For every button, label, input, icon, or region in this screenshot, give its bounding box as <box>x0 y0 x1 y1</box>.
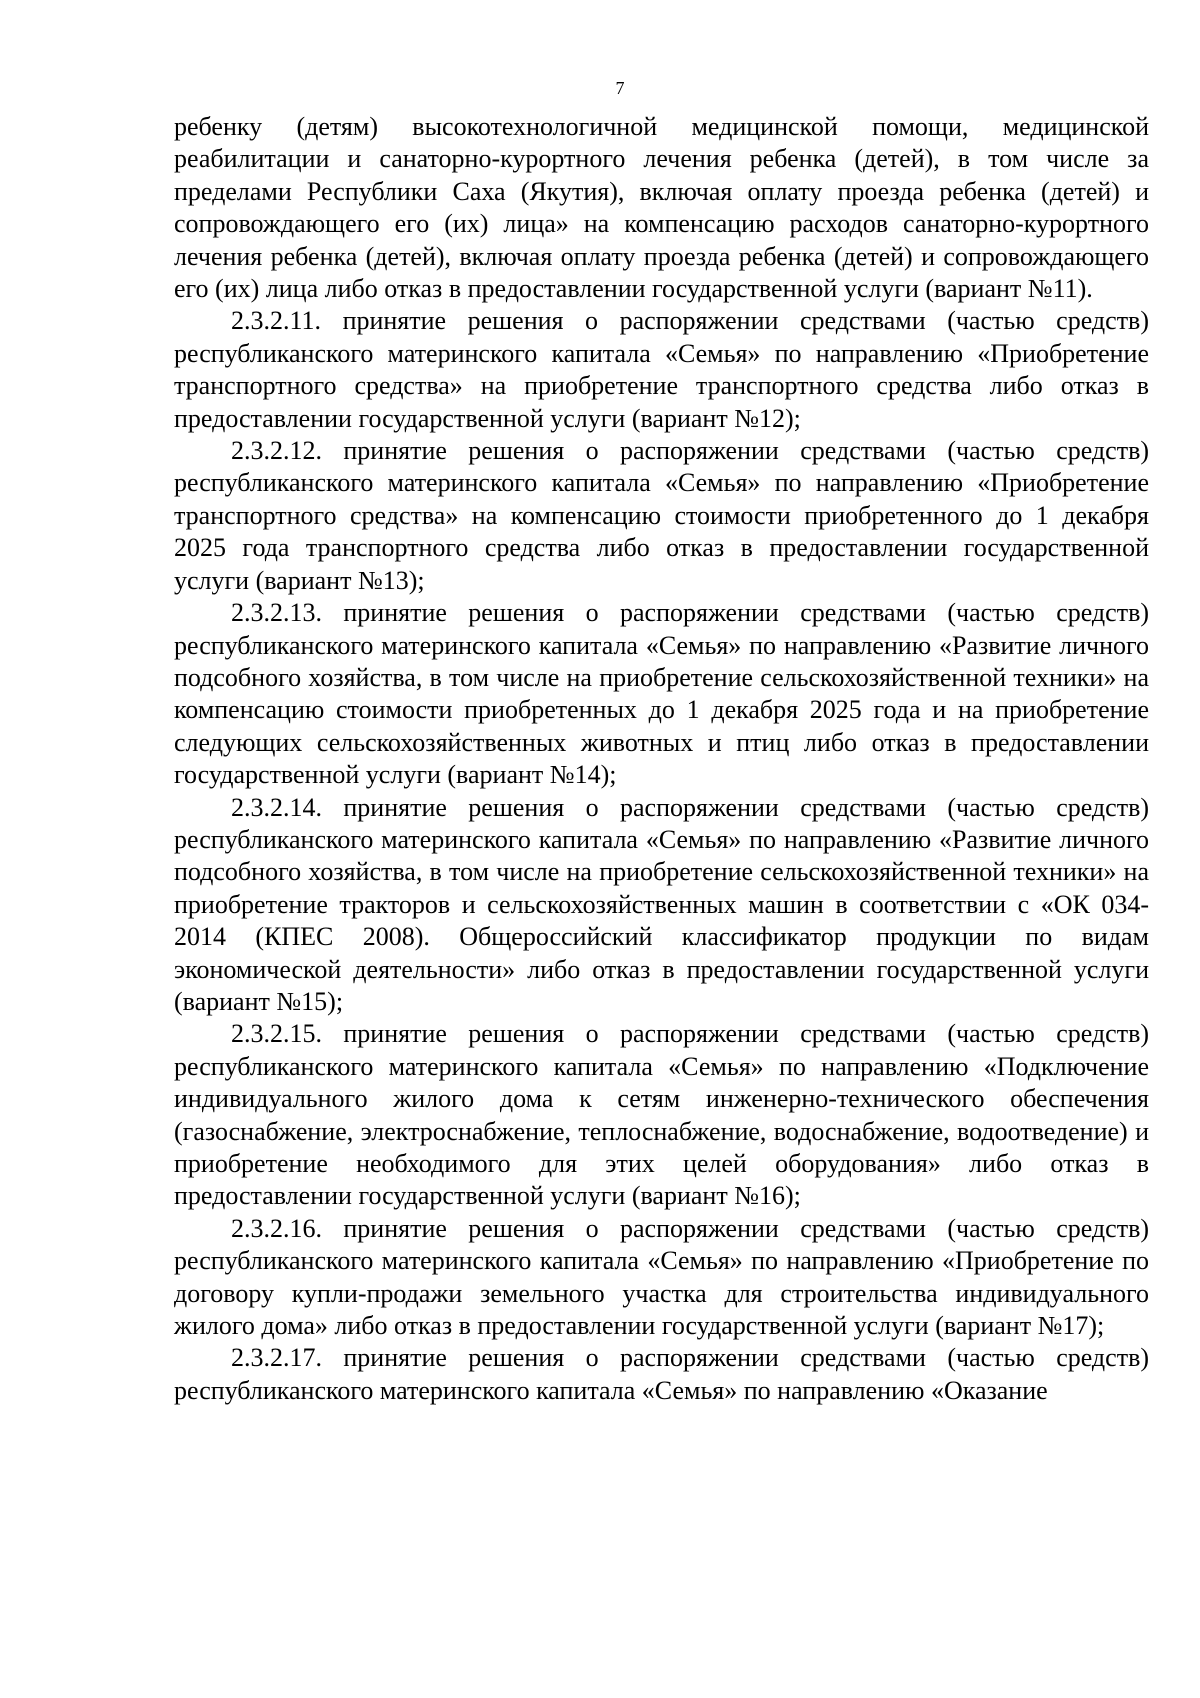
paragraph-2-3-2-17: 2.3.2.17. принятие решения о распоряжении средствами (частью средств) республиканского материнского капитала «Семья» по направлению «Оказание <box>174 1343 1149 1405</box>
document-body <box>174 111 1149 1407</box>
paragraph-2-3-2-11: 2.3.2.11. принятие решения о распоряжении средствами (частью средств) республиканского материнского капитала «Семья» по направлению «Приобретение транспортного средства» на приобретение транспортного средства либо отказ в предоставлении государственной услуги (вариант №12); <box>174 306 1149 433</box>
paragraph-2-3-2-15: 2.3.2.15. принятие решения о распоряжении средствами (частью средств) республиканского материнского капитала «Семья» по направлению «Подключение индивидуального жилого дома к сетям инженерно-технического обеспечения (газоснабжение, электроснабжение, теплоснабжение, водоснабжение, водоотведение) и приобретение необходимого для этих целей оборудования» либо отказ в предоставлении государственной услуги (вариант №16); <box>174 1019 1149 1211</box>
paragraph-continuation: ребенку (детям) высокотехнологичной медицинской помощи, медицинской реабилитации и санаторно-курортного лечения ребенка (детей), в том числе за пределами Республики Саха (Якутия), включая оплату проезда ребенка (детей) и сопровождающего его (их) лица» на компенсацию расходов санаторно-курортного лечения ребенка (детей), включая оплату проезда ребенка (детей) и сопровождающего его (их) лица либо отказ в предоставлении государственной услуги (вариант №11). <box>174 112 1149 304</box>
paragraph-2-3-2-12: 2.3.2.12. принятие решения о распоряжении средствами (частью средств) республиканского материнского капитала «Семья» по направлению «Приобретение транспортного средства» на компенсацию стоимости приобретенного до 1 декабря 2025 года транспортного средства либо отказ в предоставлении государственной услуги (вариант №13); <box>174 436 1149 595</box>
page-number: 7 <box>615 78 625 98</box>
paragraph-2-3-2-16: 2.3.2.16. принятие решения о распоряжении средствами (частью средств) республиканского материнского капитала «Семья» по направлению «Приобретение по договору купли-продажи земельного участка для строительства индивидуального жилого дома» либо отказ в предоставлении государственной услуги (вариант №17); <box>174 1213 1149 1341</box>
paragraph-2-3-2-14: 2.3.2.14. принятие решения о распоряжении средствами (частью средств) республиканского материнского капитала «Семья» по направлению «Развитие личного подсобного хозяйства, в том числе на приобретение сельскохозяйственной техники» на приобретение тракторов и сельскохозяйственных машин в соответствии с «ОК 034-2014 (КПЕС 2008). Общероссийский классификатор продукции по видам экономической деятельности» либо отказ в предоставлении государственной услуги (вариант №15); <box>174 792 1149 1016</box>
paragraph-2-3-2-13: 2.3.2.13. принятие решения о распоряжении средствами (частью средств) республиканского материнского капитала «Семья» по направлению «Развитие личного подсобного хозяйства, в том числе на приобретение сельскохозяйственной техники» на компенсацию стоимости приобретенных до 1 декабря 2025 года и на приобретение следующих сельскохозяйственных животных и птиц либо отказ в предоставлении государственной услуги (вариант №14); <box>174 598 1149 790</box>
